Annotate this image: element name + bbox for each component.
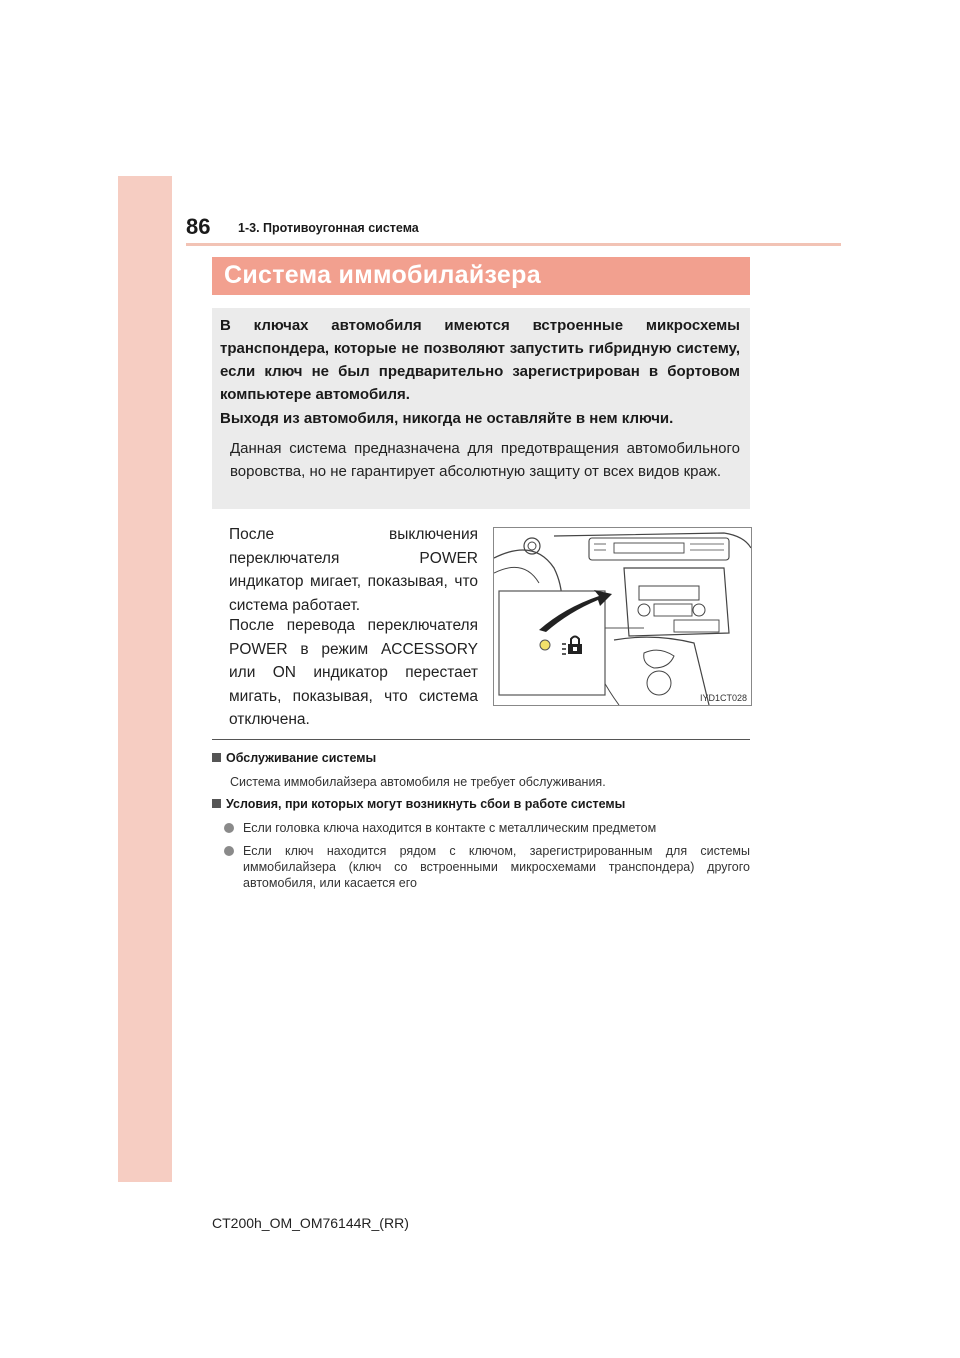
notes-heading-failures [212, 797, 625, 811]
dashboard-illustration [493, 527, 752, 706]
list-item [224, 820, 750, 836]
info-warning: Выходя из автомобиля, никогда не оставляйте в нем ключи. [220, 410, 674, 427]
list-item-text: Если головка ключа находится в контакте с металлическим предметом [243, 821, 657, 835]
footer-document-code: CT200h_OM_OM76144R_(RR) [212, 1215, 409, 1231]
section-label: 1-3. Противоугонная система [238, 221, 419, 235]
square-bullet-icon [212, 799, 221, 808]
circle-bullet-icon [224, 823, 234, 833]
info-bold-paragraph: В ключах автомобиля имеются встроенные микросхемы транспондера, которые не позволяют запустить гибридную систему, если ключ не был предварительно зарегистрирован в бортовом компьютере автомобиля. [220, 317, 740, 403]
body-paragraph-on: После перевода переключателя POWER в режим ACCESSORY или ON индикатор перестает мигать, показывая, что система отключена. [229, 617, 478, 728]
notes-text-maintenance: Система иммобилайзера автомобиля не требует обслуживания. [230, 775, 606, 789]
header-rule [186, 243, 841, 246]
notes-heading-text: Обслуживание системы [226, 751, 377, 765]
list-item [224, 843, 750, 891]
notes-heading-maintenance [212, 751, 376, 765]
square-bullet-icon [212, 753, 221, 762]
title-band [212, 257, 750, 295]
figure-code: IYD1CT028 [699, 693, 747, 703]
page-number: 86 [186, 214, 211, 239]
dashboard-drawing [494, 528, 751, 705]
page-title: Система иммобилайзера [224, 261, 541, 289]
list-item-text: Если ключ находится рядом с ключом, зарегистрированным для системы иммобилайзера (ключ со встроенными микросхемами транспондера) другого автомобиля, или касается его [243, 844, 750, 890]
notes-divider [212, 739, 750, 740]
info-box [212, 308, 750, 509]
circle-bullet-icon [224, 846, 234, 856]
side-tab-bar [118, 176, 172, 1182]
info-note: Данная система предназначена для предотвращения автомобильного воровства, но не гарантирует абсолютную защиту от всех видов краж. [230, 440, 740, 480]
notes-heading-text: Условия, при которых могут возникнуть сбои в работе системы [226, 797, 626, 811]
body-paragraph-off: После выключения переключателя POWER индикатор мигает, показывая, что система работает. [229, 526, 478, 614]
